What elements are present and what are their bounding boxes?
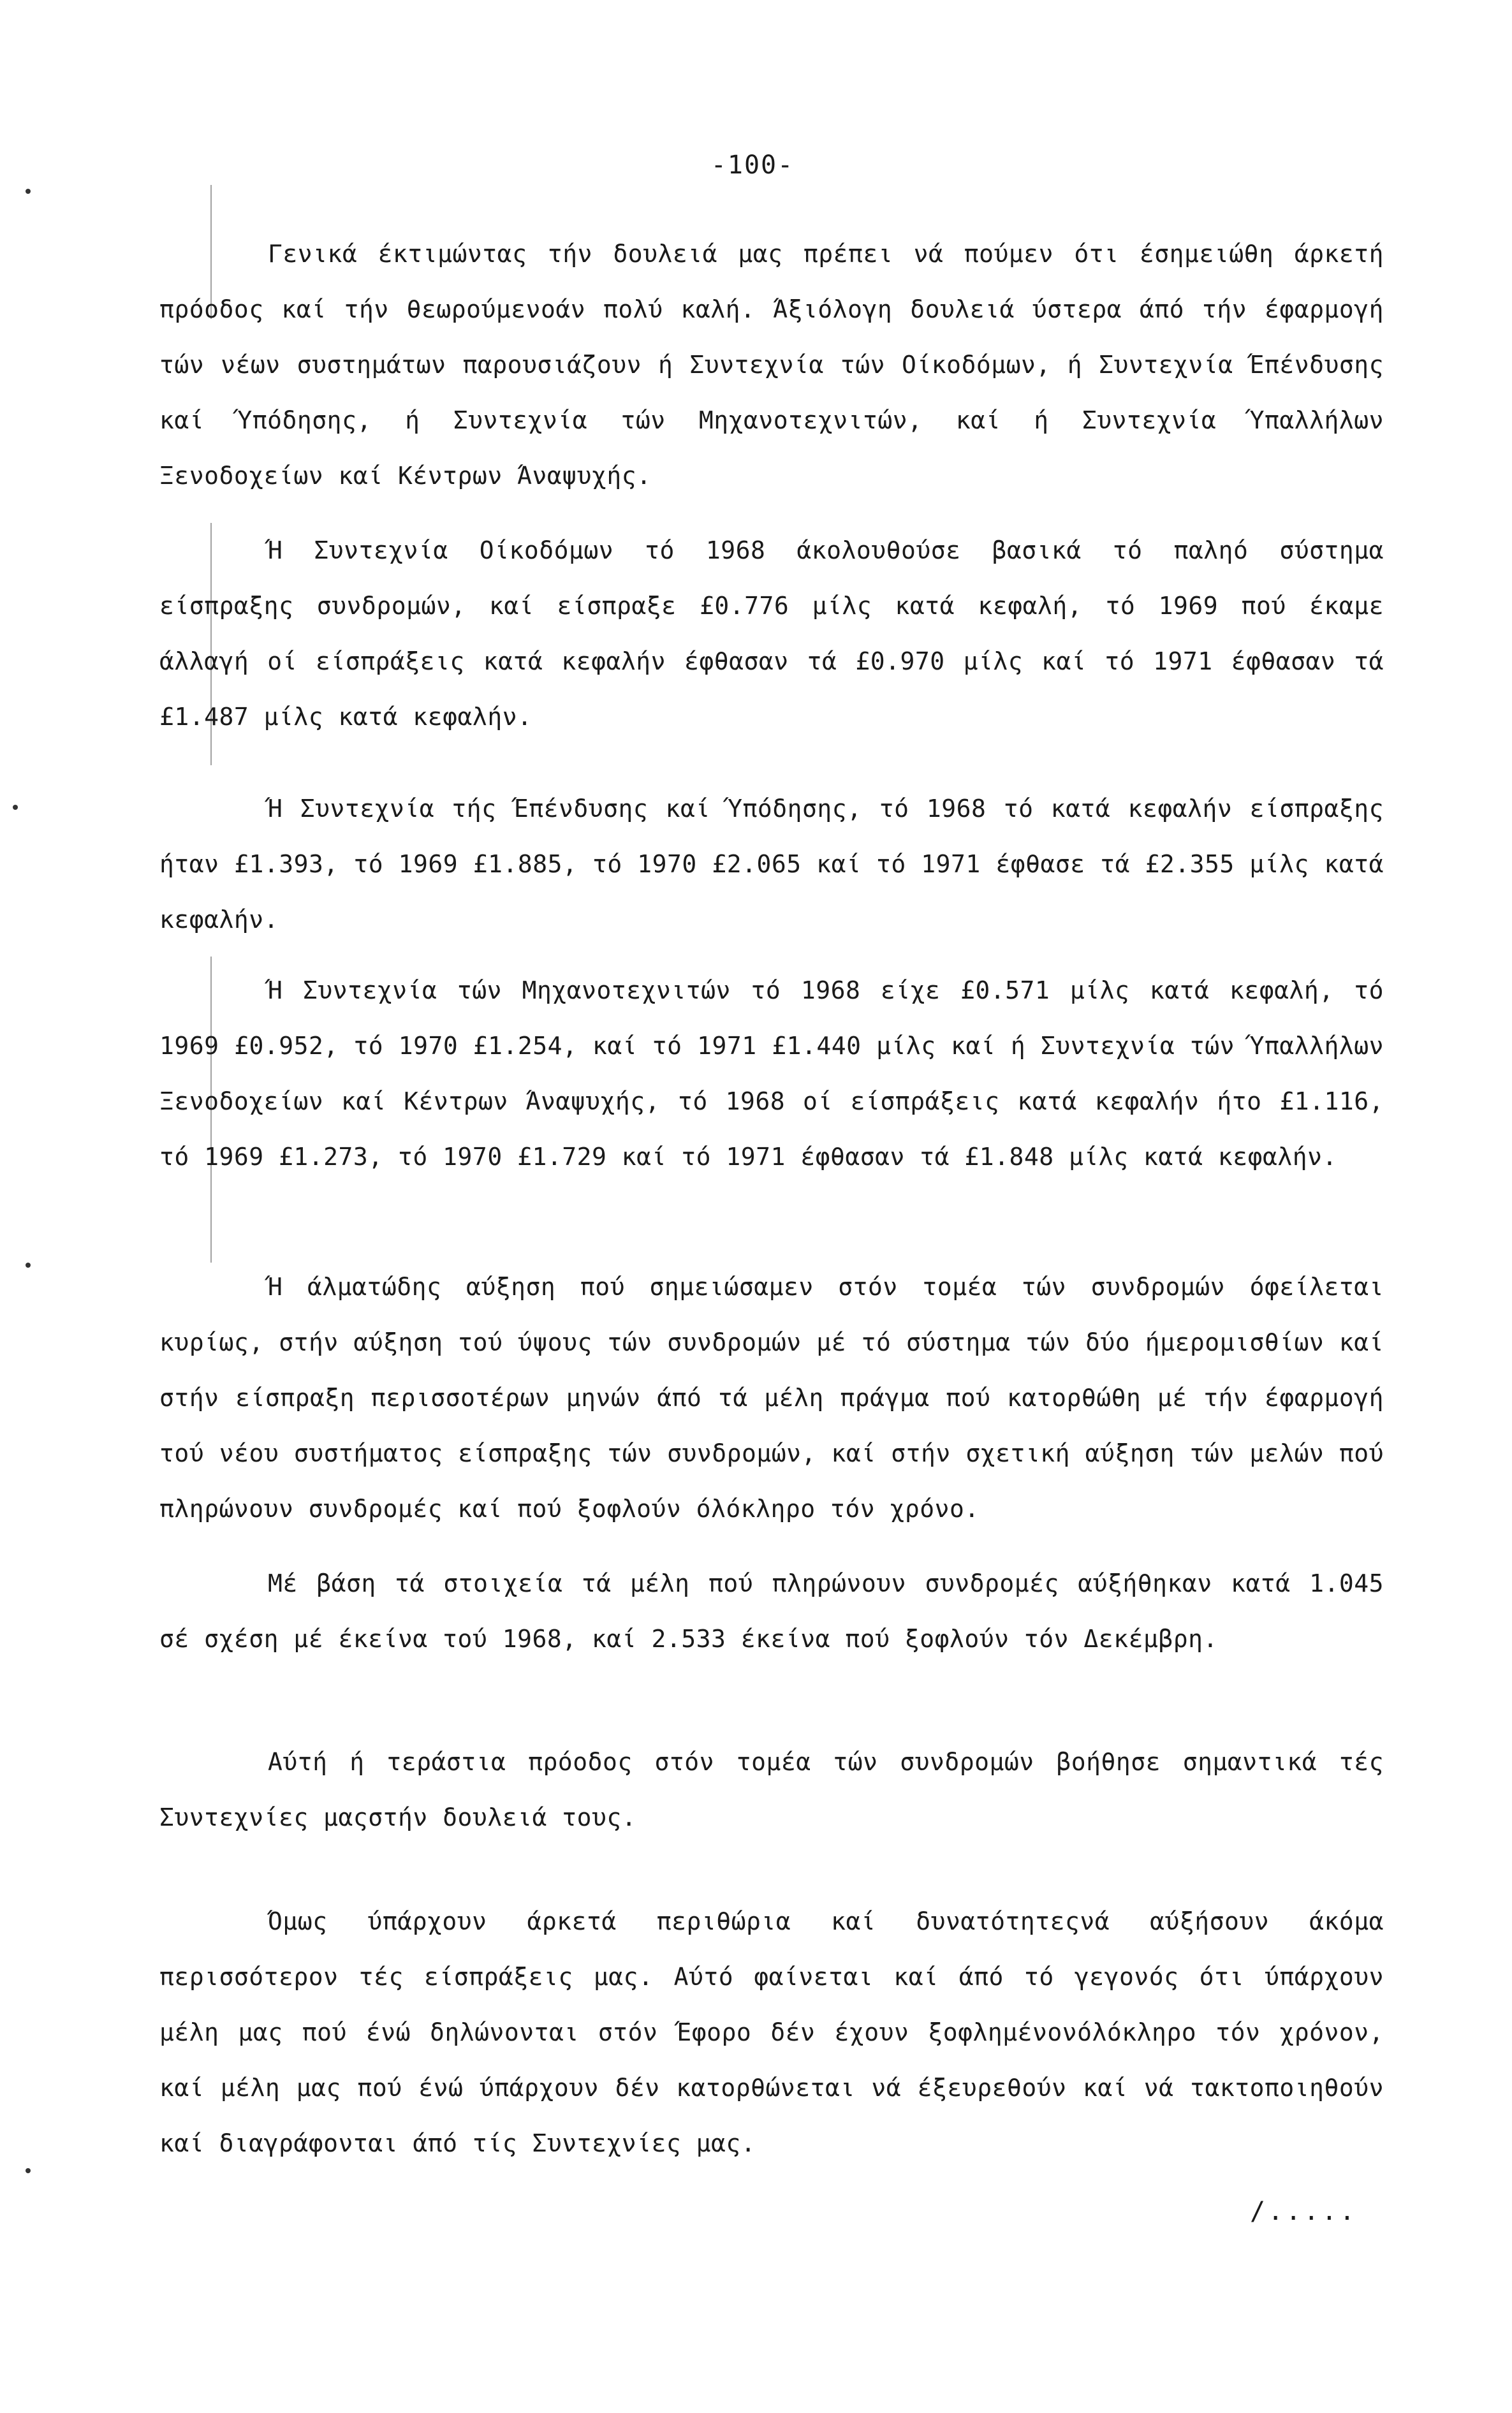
paragraph-remaining-margins: [159, 1894, 1384, 2171]
paragraph-text: Μέ βάση τά στοιχεία τά μέλη πού πληρώνουν συνδρομές αύξήθηκαν κατά 1.045 σέ σχέση μέ έκείνα τού 1968, καί 2.533 έκείνα πού ξοφλούν τόν Δεκέμβρη.: [159, 1569, 1384, 1653]
page-number: -100-: [710, 150, 795, 180]
paragraph-mechanics-hotel-union: [159, 963, 1384, 1185]
paragraph-text: Γενικά έκτιμώντας τήν δουλειά μας πρέπει νά πούμεν ότι έσημειώθη άρκετή πρόοδος καί τήν θεωρούμενοάν πολύ καλή. Άξιόλογη δουλειά ύστερα άπό τήν έφαρμογή τών νέων συστημάτων παρουσιάζουν ή Συντεχνία τών Οίκοδόμων, ή Συντεχνία Έπένδυσης καί Ύπόδησης, ή Συντεχνία τών Μηχανοτεχνιτών, καί ή Συντεχνία Ύπαλλήλων Ξενοδοχείων καί Κέντρων Άναψυχής.: [159, 240, 1384, 490]
scan-mark-decoration: [26, 2168, 31, 2173]
paragraph-text: Ή Συντεχνία Οίκοδόμων τό 1968 άκολουθούσε βασικά τό παληό σύστημα είσπραξης συνδρομών, καί είσπραξε £0.776 μίλς κατά κεφαλή, τό 1969 πού έκαμε άλλαγή οί είσπράξεις κατά κεφαλήν έφθασαν τά £0.970 μίλς καί τό 1971 έφθασαν τά £1.487 μίλς κατά κεφαλήν.: [159, 536, 1384, 731]
paragraph-text: Ή άλματώδης αύξηση πού σημειώσαμεν στόν τομέα τών συνδρομών όφείλεται κυρίως, στήν αύξηση τού ύψους τών συνδρομών μέ τό σύστημα τών δύο ήμερομισθίων καί στήν είσπραξη περισσοτέρων μηνών άπό τά μέλη πράγμα πού κατορθώθη μέ τήν έφαρμογή τού νέου συστήματος είσπραξης τών συνδρομών, καί στήν σχετική αύξηση τών μελών πού πληρώνουν συνδρομές καί πού ξοφλούν όλόκληρο τόν χρόνο.: [159, 1273, 1384, 1523]
paragraph-clothing-footwear-union: [159, 781, 1384, 948]
scan-mark-decoration: [26, 1263, 31, 1268]
scan-mark-decoration: [13, 805, 18, 810]
continuation-mark: /.....: [1250, 2197, 1358, 2226]
paragraph-text: Ή Συντεχνία τής Έπένδυσης καί Ύπόδησης, τό 1968 τό κατά κεφαλήν είσπραξης ήταν £1.393, τό 1969 £1.885, τό 1970 £2.065 καί τό 1971 έφθασε τά £2.355 μίλς κατά κεφαλήν.: [159, 795, 1384, 934]
paragraph-member-statistics: [159, 1556, 1384, 1667]
paragraph-builders-union: [159, 523, 1384, 745]
paragraph-general-assessment: [159, 226, 1384, 504]
paragraph-text: Αύτή ή τεράστια πρόοδος στόν τομέα τών συνδρομών βοήθησε σημαντικά τές Συντεχνίες μαςστήν δουλειά τους.: [159, 1748, 1384, 1831]
paragraph-subscription-increase: [159, 1259, 1384, 1537]
scan-mark-decoration: [26, 189, 31, 194]
paragraph-text: Όμως ύπάρχουν άρκετά περιθώρια καί δυνατότητεςνά αύξήσουν άκόμα περισσότερον τές είσπράξεις μας. Αύτό φαίνεται καί άπό τό γεγονός ότι ύπάρχουν μέλη μας πού ένώ δηλώνονται στόν Έφορο δέν έχουν ξοφλημένονόλόκληρο τόν χρόνον, καί μέλη μας πού ένώ ύπάρχουν δέν κατορθώνεται νά έξευρεθούν καί νά τακτοποιηθούν καί διαγράφονται άπό τίς Συντεχνίες μας.: [159, 1907, 1384, 2157]
paragraph-text: Ή Συντεχνία τών Μηχανοτεχνιτών τό 1968 είχε £0.571 μίλς κατά κεφαλή, τό 1969 £0.952, τό 1970 £1.254, καί τό 1971 £1.440 μίλς καί ή Συντεχνία τών Ύπαλλήλων Ξενοδοχείων καί Κέντρων Άναψυχής, τό 1968 οί είσπράξεις κατά κεφαλήν ήτο £1.116, τό 1969 £1.273, τό 1970 £1.729 καί τό 1971 έφθασαν τά £1.848 μίλς κατά κεφαλήν.: [159, 976, 1384, 1171]
paragraph-progress-helped: [159, 1735, 1384, 1845]
